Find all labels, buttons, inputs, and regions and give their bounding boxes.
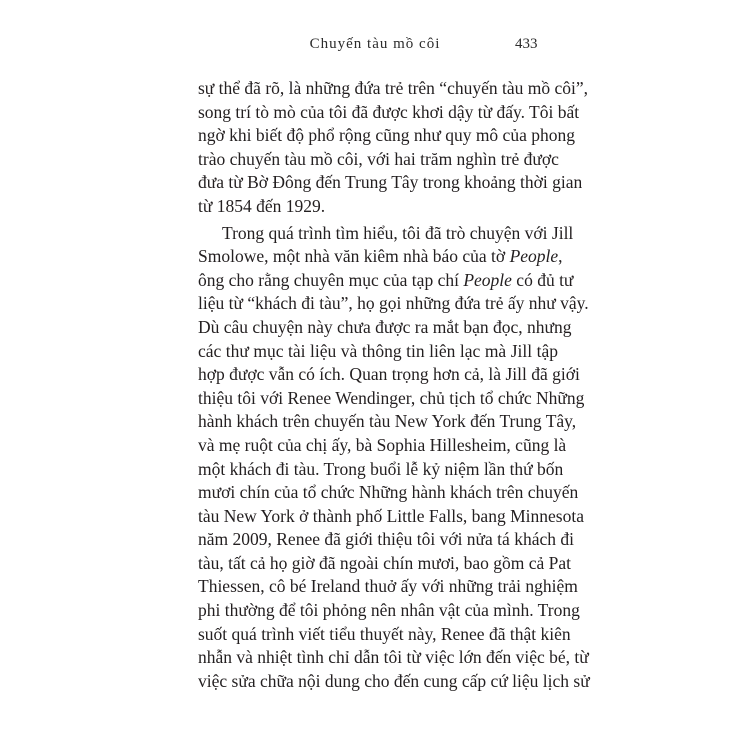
text-line: việc sửa chữa nội dung cho đến cung cấp cứ liệu lịch sử [198, 670, 590, 691]
text-segment: có đủ tư [511, 269, 574, 290]
text-segment: Smolowe, một nhà văn kiêm nhà báo của tờ [198, 246, 510, 267]
text-line: tàu New York ở thành phố Little Falls, bang Minnesota [198, 505, 584, 526]
running-title: Chuyến tàu mồ côi [309, 36, 441, 52]
text-line: Trong quá trình tìm hiểu, tôi đã trò chuyện với Jill [222, 222, 574, 243]
text-line: tàu, tất cả họ giờ đã ngoài chín mươi, bao gồm cả Pat [198, 552, 572, 573]
paragraph [198, 77, 588, 219]
text-line: Thiessen, cô bé Ireland thuở ấy với những trải nghiệm [198, 576, 578, 597]
text-line: và mẹ ruột của chị ấy, bà Sophia Hillesheim, cũng là [198, 434, 567, 455]
text-line: một khách đi tàu. Trong buổi lễ kỷ niệm lần thứ bốn [198, 458, 564, 479]
text-line-italic-people [198, 245, 563, 269]
text-line: các thư mục tài liệu và thông tin liên lạc mà Jill tập [198, 340, 558, 361]
publication-name: People [463, 269, 512, 290]
body-text [198, 77, 590, 693]
page-number: 433 [515, 36, 538, 52]
text-line: đưa từ Bờ Đông đến Trung Tây trong khoảng thời gian [198, 172, 583, 193]
text-segment: , [558, 246, 563, 267]
paragraph [198, 222, 590, 694]
publication-name: People [509, 246, 559, 267]
text-line: mươi chín của tổ chức Những hành khách trên chuyến [198, 482, 579, 503]
text-line: Dù câu chuyện này chưa được ra mắt bạn đọc, nhưng [198, 316, 572, 337]
text-line: hợp được vẫn có ích. Quan trọng hơn cả, là Jill đã giới [198, 364, 580, 385]
text-line-italic-people [198, 269, 574, 293]
running-header [0, 36, 750, 56]
text-line: song trí tò mò của tôi đã được khơi dậy từ đấy. Tôi bất [198, 101, 580, 122]
text-line: sự thể đã rõ, là những đứa trẻ trên “chuyến tàu mồ côi”, [198, 78, 588, 98]
text-line: nhẫn và nhiệt tình chỉ dẫn tôi từ việc lớn đến việc bé, từ [198, 647, 589, 668]
text-line: ngờ khi biết độ phổ rộng cũng như quy mô của phong [198, 125, 575, 146]
text-line: trào chuyến tàu mồ côi, với hai trăm nghìn trẻ được [198, 148, 559, 169]
text-line: phi thường để tôi phỏng nên nhân vật của mình. Trong [198, 600, 580, 621]
text-line: liệu từ “khách đi tàu”, họ gọi những đứa trẻ ấy như vậy. [198, 293, 589, 314]
text-line: hành khách trên chuyến tàu New York đến Trung Tây, [198, 411, 577, 432]
text-line: từ 1854 đến 1929. [198, 195, 326, 216]
text-line: suốt quá trình viết tiểu thuyết này, Renee đã thật kiên [198, 623, 571, 644]
text-line: thiệu tôi với Renee Wendinger, chủ tịch tổ chức Những [198, 387, 585, 408]
text-segment: ông cho rằng chuyên mục của tạp chí [198, 269, 464, 290]
text-line: năm 2009, Renee đã giới thiệu tôi với nửa tá khách đi [198, 529, 574, 550]
